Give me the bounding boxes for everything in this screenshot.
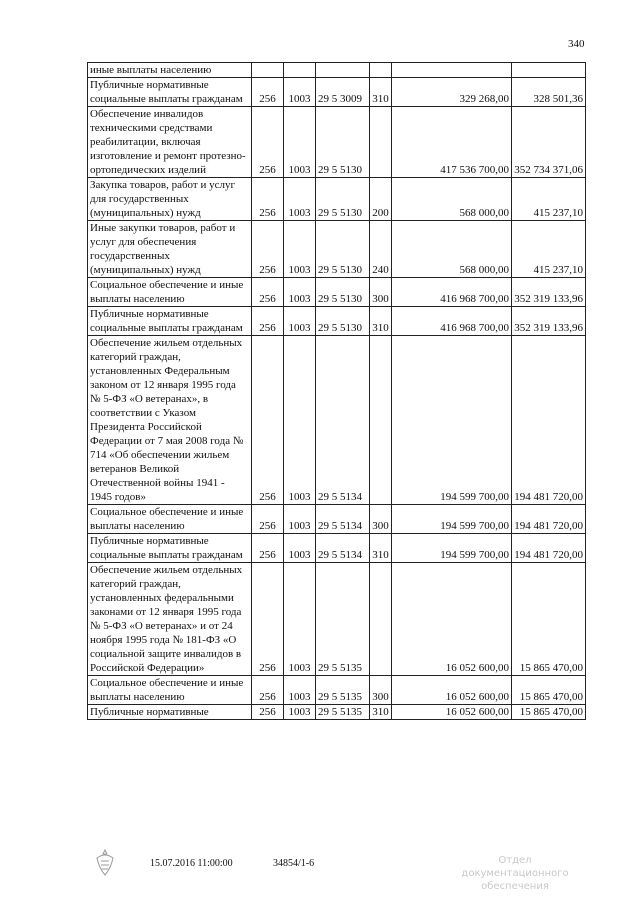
row-section-code: 1003 (284, 107, 316, 178)
table-row (88, 63, 586, 78)
row-name: Обеспечение жильем отдельных категорий граждан, установленных федеральными законами от 12 января 1995 года № 5-ФЗ «О ветеранах» и от 24 ноября 1995 года № 181-ФЗ «О социальной защите инвалидов в Российской Федерации» (88, 563, 252, 676)
emblem-icon (92, 848, 118, 878)
row-planned-amount (392, 63, 512, 78)
row-name: Социальное обеспечение и иные выплаты населению (88, 505, 252, 534)
table-row (88, 307, 586, 336)
row-admin-code: 256 (252, 676, 284, 705)
row-planned-amount: 16 052 600,00 (392, 676, 512, 705)
row-expense-type: 310 (370, 534, 392, 563)
row-actual-amount: 194 481 720,00 (512, 505, 586, 534)
row-name: иные выплаты населению (88, 63, 252, 78)
budget-table (87, 62, 586, 720)
row-name: Публичные нормативные социальные выплаты гражданам (88, 534, 252, 563)
row-admin-code: 256 (252, 107, 284, 178)
row-article-code (316, 63, 370, 78)
row-section-code: 1003 (284, 307, 316, 336)
row-expense-type (370, 563, 392, 676)
row-admin-code: 256 (252, 505, 284, 534)
row-name: Обеспечение инвалидов техническими средствами реабилитации, включая изготовление и ремонт протезно-ортопедических изделий (88, 107, 252, 178)
row-planned-amount: 16 052 600,00 (392, 705, 512, 720)
row-admin-code: 256 (252, 705, 284, 720)
row-article-code: 29 5 5134 (316, 336, 370, 505)
row-section-code: 1003 (284, 534, 316, 563)
row-name: Публичные нормативные социальные выплаты гражданам (88, 78, 252, 107)
row-actual-amount: 352 319 133,96 (512, 307, 586, 336)
row-planned-amount: 416 968 700,00 (392, 278, 512, 307)
row-section-code: 1003 (284, 78, 316, 107)
row-section-code: 1003 (284, 278, 316, 307)
row-actual-amount: 15 865 470,00 (512, 563, 586, 676)
row-section-code: 1003 (284, 563, 316, 676)
row-admin-code: 256 (252, 336, 284, 505)
row-planned-amount: 16 052 600,00 (392, 563, 512, 676)
table-row (88, 534, 586, 563)
row-name: Закупка товаров, работ и услуг для государственных (муниципальных) нужд (88, 178, 252, 221)
row-section-code: 1003 (284, 336, 316, 505)
row-name: Обеспечение жильем отдельных категорий граждан, установленных Федеральным законом от 12 января 1995 года № 5-ФЗ «О ветеранах», в соответствии с Указом Президента Российской Федерации от 7 мая 2008 года № 714 «Об обеспечении жильем ветеранов Великой Отечественной войны 1941 - 1945 годов» (88, 336, 252, 505)
row-planned-amount: 568 000,00 (392, 178, 512, 221)
row-expense-type: 240 (370, 221, 392, 278)
row-admin-code: 256 (252, 307, 284, 336)
row-expense-type: 310 (370, 78, 392, 107)
row-planned-amount: 417 536 700,00 (392, 107, 512, 178)
row-actual-amount: 352 319 133,96 (512, 278, 586, 307)
row-article-code: 29 5 5130 (316, 178, 370, 221)
row-admin-code: 256 (252, 278, 284, 307)
row-expense-type: 310 (370, 307, 392, 336)
footer (0, 856, 640, 896)
row-section-code: 1003 (284, 676, 316, 705)
row-section-code (284, 63, 316, 78)
row-planned-amount: 416 968 700,00 (392, 307, 512, 336)
row-article-code: 29 5 5130 (316, 307, 370, 336)
row-expense-type: 300 (370, 505, 392, 534)
row-expense-type (370, 63, 392, 78)
row-article-code: 29 5 5135 (316, 563, 370, 676)
row-admin-code: 256 (252, 563, 284, 676)
row-article-code: 29 5 5134 (316, 534, 370, 563)
footer-doc-number: 34854/1-6 (273, 858, 315, 869)
row-section-code: 1003 (284, 705, 316, 720)
row-expense-type: 300 (370, 278, 392, 307)
row-section-code: 1003 (284, 178, 316, 221)
row-admin-code: 256 (252, 534, 284, 563)
table-row (88, 563, 586, 676)
row-actual-amount: 415 237,10 (512, 178, 586, 221)
row-planned-amount: 329 268,00 (392, 78, 512, 107)
row-planned-amount: 568 000,00 (392, 221, 512, 278)
row-admin-code: 256 (252, 178, 284, 221)
row-article-code: 29 5 3009 (316, 78, 370, 107)
row-article-code: 29 5 5135 (316, 676, 370, 705)
row-planned-amount: 194 599 700,00 (392, 534, 512, 563)
row-name: Социальное обеспечение и иные выплаты населению (88, 278, 252, 307)
row-article-code: 29 5 5135 (316, 705, 370, 720)
table-row (88, 107, 586, 178)
row-planned-amount: 194 599 700,00 (392, 505, 512, 534)
table-row (88, 278, 586, 307)
row-admin-code: 256 (252, 78, 284, 107)
row-actual-amount: 352 734 371,06 (512, 107, 586, 178)
row-admin-code (252, 63, 284, 78)
row-article-code: 29 5 5130 (316, 107, 370, 178)
row-section-code: 1003 (284, 221, 316, 278)
row-expense-type (370, 107, 392, 178)
table-row (88, 78, 586, 107)
row-actual-amount: 328 501,36 (512, 78, 586, 107)
table-row (88, 676, 586, 705)
row-name: Публичные нормативные (88, 705, 252, 720)
row-section-code: 1003 (284, 505, 316, 534)
watermark (445, 854, 585, 893)
row-actual-amount: 15 865 470,00 (512, 676, 586, 705)
table-row (88, 178, 586, 221)
page-number: 340 (568, 38, 585, 50)
watermark-line-2: обеспечения (481, 881, 549, 892)
table-row (88, 221, 586, 278)
table-body (88, 63, 586, 720)
row-expense-type (370, 336, 392, 505)
row-article-code: 29 5 5130 (316, 221, 370, 278)
row-expense-type: 200 (370, 178, 392, 221)
row-article-code: 29 5 5130 (316, 278, 370, 307)
row-actual-amount: 415 237,10 (512, 221, 586, 278)
row-actual-amount: 15 865 470,00 (512, 705, 586, 720)
row-name: Социальное обеспечение и иные выплаты населению (88, 676, 252, 705)
row-name: Иные закупки товаров, работ и услуг для обеспечения государственных (муниципальных) нужд (88, 221, 252, 278)
row-expense-type: 310 (370, 705, 392, 720)
table-row (88, 336, 586, 505)
table-row (88, 705, 586, 720)
watermark-line-1: Отдел документационного (461, 855, 569, 879)
row-expense-type: 300 (370, 676, 392, 705)
row-name: Публичные нормативные социальные выплаты гражданам (88, 307, 252, 336)
row-actual-amount (512, 63, 586, 78)
row-actual-amount: 194 481 720,00 (512, 534, 586, 563)
row-planned-amount: 194 599 700,00 (392, 336, 512, 505)
table-row (88, 505, 586, 534)
row-article-code: 29 5 5134 (316, 505, 370, 534)
row-admin-code: 256 (252, 221, 284, 278)
row-actual-amount: 194 481 720,00 (512, 336, 586, 505)
footer-date: 15.07.2016 11:00:00 (150, 858, 233, 869)
